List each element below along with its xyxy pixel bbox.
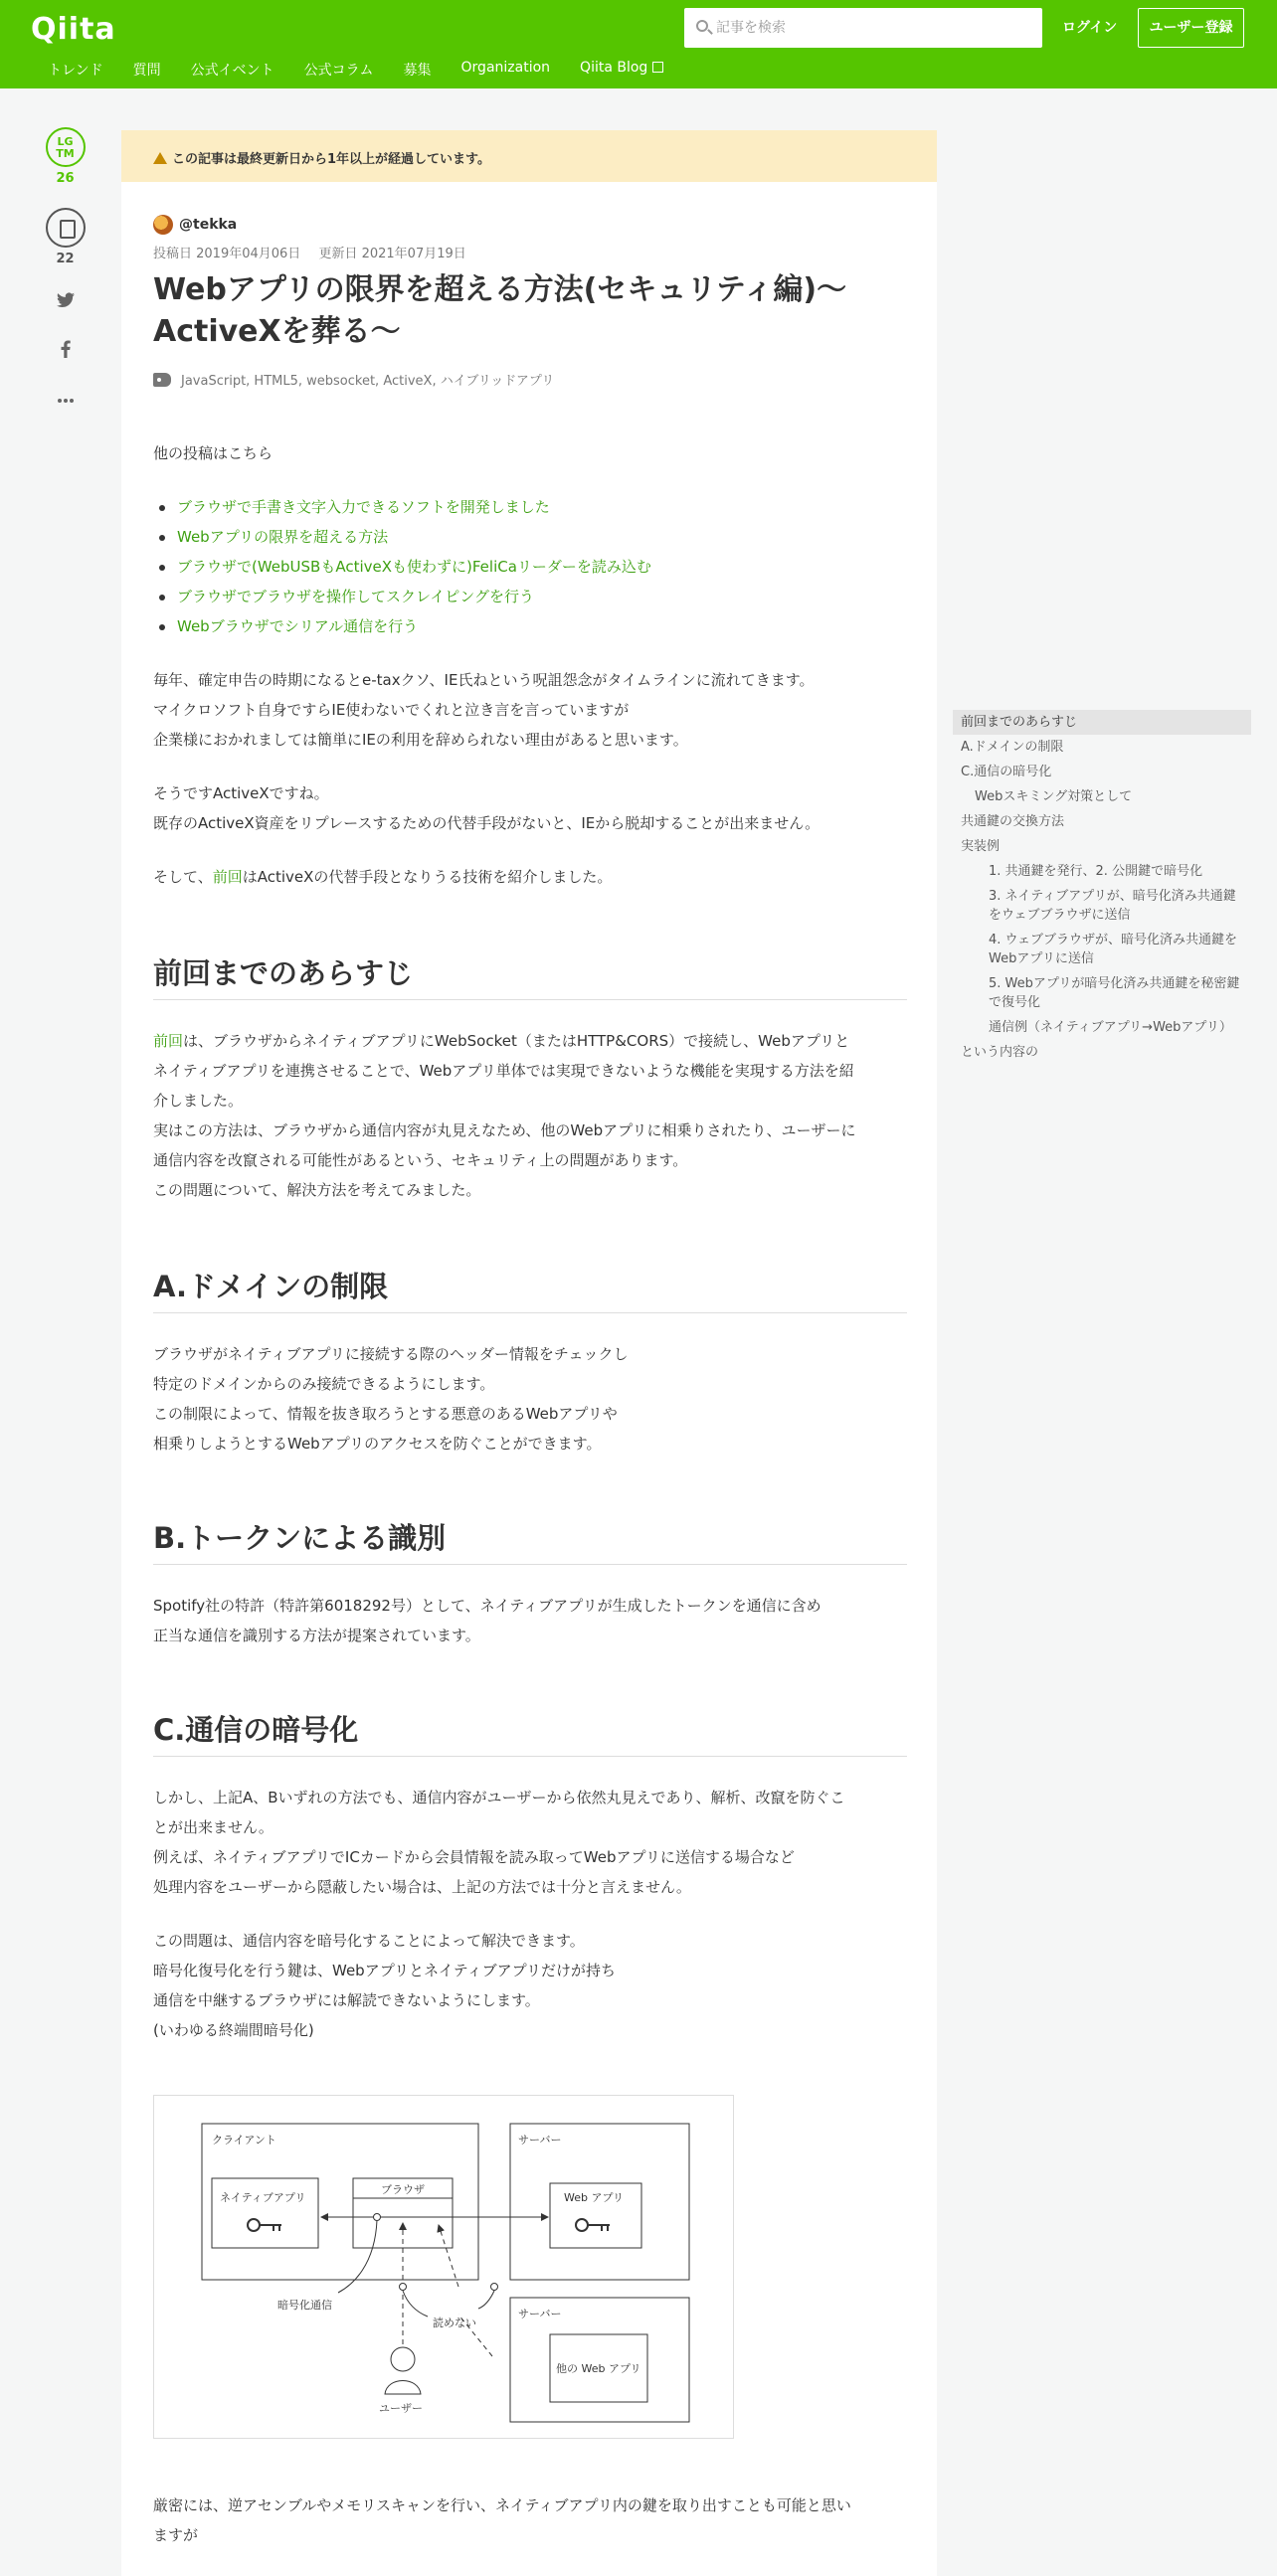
nav-official-columns[interactable]: 公式コラム [303,63,374,79]
tags-text[interactable]: JavaScript, HTML5, websocket, ActiveX, ハイブリッドアプリ [181,374,555,389]
nav-questions[interactable]: 質問 [132,63,161,79]
global-nav [48,60,693,80]
text-fragment: はActiveXの代替手段となりうる技術を紹介しました。 [242,868,613,886]
server-label: サーバー [518,2134,562,2147]
list-item [153,552,651,582]
twitter-icon[interactable] [38,292,92,314]
heading-recap: 前回までのあらすじ [153,955,907,1000]
browser-label: ブラウザ [381,2183,425,2196]
text-line: Spotify社の特許（特許第6018292号）として、ネイティブアプリが生成したトークンを通信に含め [153,1597,821,1615]
article-dates [153,243,480,261]
warning-text: この記事は最終更新日から1年以上が経過しています。 [172,152,491,167]
text-line: 処理内容をユーザーから隠蔽したい場合は、上記の方法では十分と言えません。 [153,1878,691,1896]
encrypted-label: 暗号化通信 [277,2299,332,2312]
paragraph [153,2490,907,2550]
text-line: (いわゆる終端間暗号化) [153,2021,314,2039]
toc-item[interactable]: 共通鍵の交換方法 [961,814,1065,829]
title-line-1: Webアプリの限界を超える方法(セキュリティ編)～ [153,272,847,307]
toc-item[interactable]: Webスキミング対策として [975,789,1133,804]
action-rail [38,127,92,410]
nav-recruitment[interactable]: 募集 [403,63,432,79]
nav-official-events[interactable]: 公式イベント [190,63,274,79]
article-title [153,269,909,353]
text-line: 通信を中継するブラウザには解読できないようにします。 [153,1991,540,2009]
search-icon [696,20,708,32]
qiita-logo[interactable]: Qiita [31,12,116,47]
heading-b: B.トークンによる識別 [153,1520,907,1565]
text-line: ますが [153,2526,199,2544]
toc-item[interactable]: 3. ネイティブアプリが、暗号化済み共通鍵をウェブブラウザに送信 [989,889,1236,923]
intro-text: 他の投稿はこちら [153,444,274,462]
text-line: この問題は、通信内容を暗号化することによって解決できます。 [153,1932,585,1950]
list-item [153,611,651,641]
lgtm-count: 26 [56,171,75,186]
avatar[interactable] [153,215,173,235]
text-line: 相乗りしようとするWebアプリのアクセスを防ぐことができます。 [153,1435,602,1453]
list-item [153,522,651,552]
nav-organization[interactable]: Organization [460,60,551,76]
web-app-label: Web アプリ [564,2191,625,2204]
login-link[interactable]: ログイン [1062,20,1118,36]
text-line: 例えば、ネイティブアプリでICカードから会員情報を読み取ってWebアプリに送信する場合など [153,1848,795,1866]
toc-item[interactable]: 5. Webアプリが暗号化済み共通鍵を秘密鍵で復号化 [989,976,1240,1010]
paragraph [153,1339,907,1459]
updated-date: 更新日 2021年07月19日 [318,247,466,261]
global-header [0,0,1277,88]
heading-a: A.ドメインの制限 [153,1269,907,1313]
text-line: 毎年、確定申告の時期になるとe-taxクソ、IE氏ねという呪詛怨念がタイムラインに流れてきます。 [153,671,815,689]
other-post-link[interactable]: ブラウザでブラウザを操作してスクレイピングを行う [177,588,534,605]
stock-button[interactable] [46,208,86,248]
text-line: 企業様におかれましては簡単にIEの利用を辞められない理由があると思います。 [153,731,688,749]
user-icon [385,2347,421,2394]
warning-icon [153,152,167,164]
paragraph [153,1591,907,1650]
paragraph [153,862,907,892]
text-line: 通信内容を改竄される可能性があるという、セキュリティ上の問題があります。 [153,1151,688,1169]
external-link-icon [652,62,663,73]
text-line: ブラウザがネイティブアプリに接続する際のヘッダー情報をチェックし [153,1345,629,1363]
text-line: しかし、上記A、Bいずれの方法でも、通信内容がユーザーから依然丸見えであり、解析、改竄を防ぐこ [153,1789,845,1806]
paragraph [153,1926,907,2045]
previous-post-link[interactable]: 前回 [212,868,243,886]
text-line: この問題について、解決方法を考えてみました。 [153,1181,481,1199]
nav-qiita-blog[interactable] [580,60,663,80]
text-line: 実はこの方法は、ブラウザから通信内容が丸見えなため、他のWebアプリに相乗りされたり、ユーザーに [153,1121,856,1139]
search-input[interactable] [716,8,1034,48]
other-post-link[interactable]: ブラウザで手書き文字入力できるソフトを開発しました [177,498,550,516]
paragraph [153,665,907,755]
text-line: 介しました。 [153,1092,244,1110]
facebook-icon[interactable] [38,340,92,362]
text-line: マイクロソフト自身ですらIE使わないでくれと泣き言を言っていますが [153,701,630,719]
text-fragment: は、ブラウザからネイティブアプリにWebSocket（またはHTTP&CORS）で接続し、Webアプリと [183,1032,850,1050]
text-line: 正当な通信を識別する方法が提案されています。 [153,1627,480,1644]
outdated-warning [121,130,937,182]
native-app-box [212,2178,318,2248]
list-item [153,492,651,522]
paragraph [153,1783,907,1902]
other-posts-list [153,492,651,641]
toc-item[interactable]: A.ドメインの制限 [961,740,1064,755]
other-web-app-label: 他の Web アプリ [556,2362,641,2375]
diagram-svg [154,2096,735,2440]
toc-item[interactable]: 4. ウェブブラウザが、暗号化済み共通鍵をWebアプリに送信 [989,933,1238,966]
paragraph [153,1026,907,1205]
text-line: とが出来ません。 [153,1818,274,1836]
text-line: そうですActiveXですね。 [153,784,329,802]
key-icon [248,2219,281,2231]
signup-button[interactable]: ユーザー登録 [1138,8,1244,48]
author-row [153,215,237,235]
other-post-link[interactable]: Webアプリの限界を超える方法 [177,528,389,546]
text-fragment: そして、 [153,868,213,886]
user-label: ユーザー [379,2402,423,2415]
server-label: サーバー [518,2308,562,2320]
text-line: 特定のドメインからのみ接続できるようにします。 [153,1375,495,1393]
toc-item[interactable]: 1. 共通鍵を発行、2. 公開鍵で暗号化 [989,864,1203,879]
native-app-label: ネイティブアプリ [220,2191,306,2204]
toc-item[interactable]: 実装例 [961,839,1001,854]
stock-count: 22 [56,252,75,266]
posted-date: 投稿日 2019年04月06日 [153,247,301,261]
unreadable-label: 読めない [433,2317,476,2329]
toc-item[interactable]: という内容の [961,1045,1039,1060]
previous-post-link[interactable]: 前回 [153,1032,184,1050]
toc-item[interactable]: 通信例（ネイティブアプリ→Webアプリ） [989,1020,1232,1035]
author-name[interactable]: @tekka [179,217,238,233]
list-item [153,582,651,611]
search-box[interactable] [684,8,1042,48]
title-line-2: ActiveXを葬る～ [153,314,401,349]
text-line: 暗号化復号化を行う鍵は、Webアプリとネイティブアプリだけが持ち [153,1962,617,1979]
nav-qiita-blog-label: Qiita Blog [580,60,648,76]
more-icon[interactable] [38,388,92,410]
article [121,130,937,2576]
table-of-contents [953,710,1251,1065]
encryption-diagram [153,2095,734,2439]
heading-c: C.通信の暗号化 [153,1712,907,1757]
tag-icon [153,373,171,387]
text-line: 厳密には、逆アセンブルやメモリスキャンを行い、ネイティブアプリ内の鍵を取り出すことも可能と思い [153,2496,851,2514]
lgtm-button[interactable]: LG TM [46,127,86,167]
text-line: この制限によって、情報を抜き取ろうとする悪意のあるWebアプリや [153,1405,618,1423]
toc-item[interactable]: 前回までのあらすじ [953,710,1251,735]
client-label: クライアント [212,2134,276,2147]
key-icon [576,2219,610,2231]
other-post-link[interactable]: ブラウザで(WebUSBもActiveXも使わずに)FeliCaリーダーを読み込む [177,558,651,576]
nav-trend[interactable]: トレンド [48,63,103,79]
tag-list [153,370,554,389]
text-line [153,1026,907,1056]
toc-item[interactable]: C.通信の暗号化 [961,765,1052,779]
other-post-link[interactable]: Webブラウザでシリアル通信を行う [177,617,419,635]
text-line: ネイティブアプリを連携させることで、Webアプリ単体では実現できないような機能を実現する方法を紹 [153,1062,854,1080]
paragraph [153,778,907,838]
text-line: 既存のActiveX資産をリプレースするための代替手段がないと、IEから脱却することが出来ません。 [153,814,821,832]
